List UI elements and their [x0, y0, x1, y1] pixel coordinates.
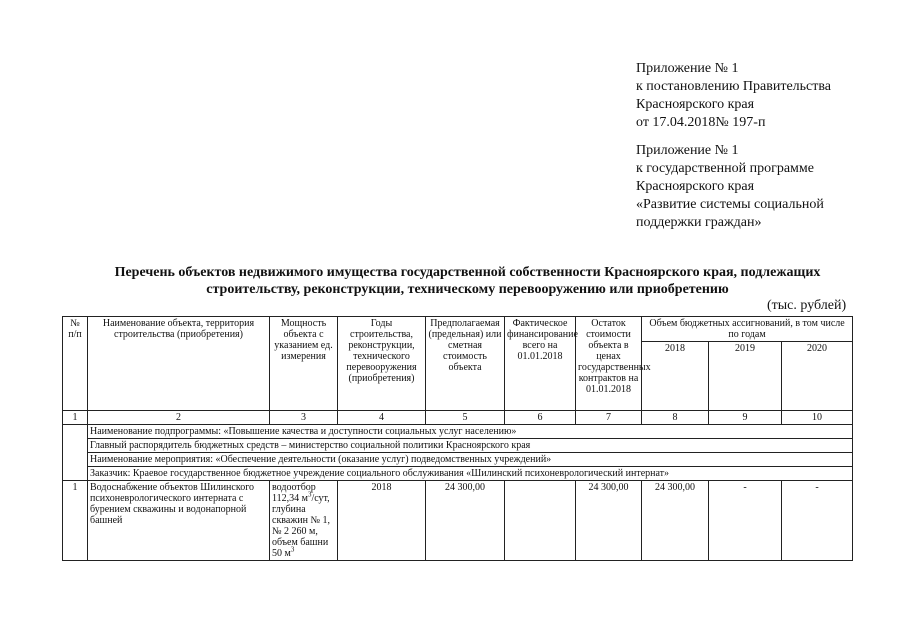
customer-text: Заказчик: Краевое государственное бюджетное учреждение социального обслуживания «Шилинский психоневрологический интернат» — [88, 467, 853, 481]
appendix-resolution-block — [636, 60, 831, 132]
appendix-line: Красноярского края — [636, 179, 755, 194]
document-title — [60, 264, 875, 298]
object-actual-financing — [505, 481, 576, 561]
header-years: Годы строительства, реконструкции, технического перевооружения (приобретения) — [338, 317, 426, 411]
header-remaining-cost: Остаток стоимости объекта в ценах государственных контрактов на 01.01.2018 — [576, 317, 642, 411]
object-years: 2018 — [338, 481, 426, 561]
blank-cell — [63, 425, 88, 439]
capacity-text: водоотбор 112,34 м — [272, 482, 316, 504]
capacity-superscript: 3 — [290, 545, 295, 554]
blank-cell — [63, 439, 88, 453]
column-number-row — [63, 411, 853, 425]
object-budget-2020: - — [782, 481, 853, 561]
subprogram-text: Наименование подпрограммы: «Повышение качества и доступности социальных услуг населению» — [88, 425, 853, 439]
appendix-line: к государственной программе — [636, 161, 814, 176]
appendix-line: Приложение № 1 — [636, 61, 739, 76]
title-line-2: строительству, реконструкции, техническому перевооружению или приобретению — [206, 282, 729, 297]
header-year-2019: 2019 — [709, 342, 782, 411]
appendix-line: «Развитие системы социальной — [636, 197, 824, 212]
object-estimated-cost: 24 300,00 — [426, 481, 505, 561]
subprogram-row — [63, 425, 853, 439]
column-number: 4 — [338, 411, 426, 425]
appendix-line: от 17.04.2018№ 197-п — [636, 115, 766, 130]
column-number: 1 — [63, 411, 88, 425]
row-number: 1 — [63, 481, 88, 561]
title-line-1: Перечень объектов недвижимого имущества государственной собственности Красноярского края, подлежащих — [114, 265, 821, 280]
column-number: 7 — [576, 411, 642, 425]
blank-cell — [63, 467, 88, 481]
column-number: 6 — [505, 411, 576, 425]
customer-row — [63, 467, 853, 481]
activity-row — [63, 453, 853, 467]
objects-table — [62, 316, 853, 561]
budget-holder-text: Главный распорядитель бюджетных средств – министерство социальной политики Красноярского края — [88, 439, 853, 453]
header-estimated-cost: Предполагаемая (предельная) или сметная стоимость объекта — [426, 317, 505, 411]
header-year-2020: 2020 — [782, 342, 853, 411]
activity-text: Наименование мероприятия: «Обеспечение деятельности (оказание услуг) подведомственных учреждений» — [88, 453, 853, 467]
appendix-line: Красноярского края — [636, 97, 755, 112]
object-name: Водоснабжение объектов Шилинского психоневрологического интерната с бурением скважины и водонапорной башней — [88, 481, 270, 561]
units-label: (тыс. рублей) — [767, 298, 847, 313]
column-number: 8 — [642, 411, 709, 425]
column-number: 3 — [270, 411, 338, 425]
header-capacity: Мощность объекта с указанием ед. измерения — [270, 317, 338, 411]
appendix-line: поддержки граждан» — [636, 215, 762, 230]
header-row — [63, 317, 853, 342]
column-number: 5 — [426, 411, 505, 425]
appendix-line: к постановлению Правительства — [636, 79, 832, 94]
appendix-line: Приложение № 1 — [636, 143, 739, 158]
header-actual-financing: Фактическое финансирование всего на 01.01.2018 — [505, 317, 576, 411]
table-row — [63, 481, 853, 561]
budget-holder-row — [63, 439, 853, 453]
object-remaining-cost: 24 300,00 — [576, 481, 642, 561]
object-budget-2018: 24 300,00 — [642, 481, 709, 561]
object-budget-2019: - — [709, 481, 782, 561]
header-name: Наименование объекта, территория строительства (приобретения) — [88, 317, 270, 411]
header-no: № п/п — [63, 317, 88, 411]
header-budget-group: Объем бюджетных ассигнований, в том числе по годам — [642, 317, 853, 342]
object-capacity — [270, 481, 338, 561]
column-number: 9 — [709, 411, 782, 425]
blank-cell — [63, 453, 88, 467]
capacity-text: /сут, глубина скважин № 1, № 2 260 м, объем башни 50 м — [272, 493, 330, 559]
appendix-program-block — [636, 142, 824, 232]
column-number: 2 — [88, 411, 270, 425]
header-year-2018: 2018 — [642, 342, 709, 411]
column-number: 10 — [782, 411, 853, 425]
capacity-superscript: 3 — [307, 490, 312, 499]
